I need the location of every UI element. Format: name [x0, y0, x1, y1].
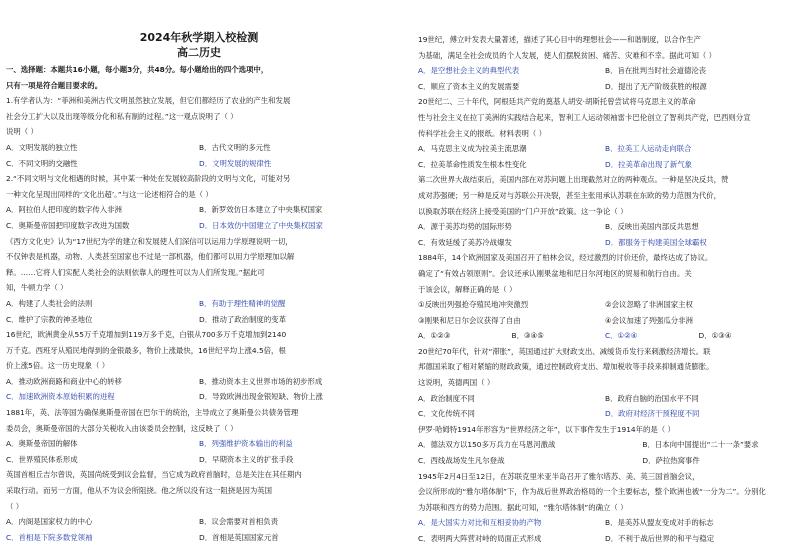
answer-option: A．①②③ [418, 331, 451, 341]
answer-option: A．内阁是国家权力的中心 [6, 517, 93, 527]
answer-option: B．古代文明的多元性 [199, 142, 271, 152]
answer-option: B．日本向中国提出“二十一条”要求 [642, 440, 759, 450]
answer-option: B．列强维护资本输出的利益 [199, 439, 293, 449]
question-text-line: 性与社会主义在拉丁美洲的实践结合起来，智利工人运动领袖雷卡巴伦创立了智利共产党，巴西则分宣 [418, 112, 751, 122]
question-text-line: 1881年，英、法等国为确保奥斯曼帝国在巴尔干的统治，主导成立了奥斯曼公共债务管理 [6, 408, 299, 418]
question-text-line: 第二次世界大战结束后，美国内部在对苏问题上出现截然对立的两种观点。一种是坚决反共，赞 [418, 175, 729, 185]
answer-option: B．政府自脑的治国水平不同 [605, 393, 699, 403]
question-text-line: 价上涨5倍。这一历史现象（ ） [6, 361, 110, 371]
answer-option: D．文明发展的规律性 [199, 158, 272, 168]
option-row [6, 312, 392, 328]
answer-option: C．维护了宗教的神圣地位 [6, 314, 93, 324]
answer-option: C．顺应了资本主义的发展需要 [418, 81, 520, 91]
question-text-line: 一种文化呈现出同样的‘文化出超’。”与这一论述相符合的是（ ） [6, 189, 213, 199]
question-text-line: 这说明，英德两国（ ） [418, 378, 495, 388]
answer-option: A．奥斯曼帝国的解体 [6, 439, 78, 449]
question-text-line: 20世纪70年代，针对“滞胀”，英国通过扩大财政支出、减缓货币发行来刺激经济增长。联 [418, 346, 711, 356]
answer-option: D．政府对经济干预程度不同 [605, 409, 700, 419]
answer-option: ③刚果和尼日尔会议获得了自由 [418, 315, 521, 325]
answer-option: A．源于美苏均势的国际形势 [418, 222, 512, 232]
answer-option: A．是空想社会主义的典型代表 [418, 66, 520, 76]
option-row [6, 374, 392, 390]
answer-option: D．①③④ [698, 331, 732, 341]
option-row [418, 235, 792, 251]
question-text-line: 19世纪，傅立叶发表大量著述，描述了其心目中的理想社会——和谐制度，以合作生产 [418, 35, 701, 44]
question-text-line: 成对苏强硬；另一种是反对与苏联公开决裂，甚至主张用承认苏联在东欧的势力范围为代价， [418, 190, 722, 200]
question-text-line: 伊罗·哈姆特1914年形容为“世界经济之年”，以下事件发生于1914年的是（ ） [418, 424, 675, 434]
option-row [6, 296, 392, 312]
question-text-line: 说明（ ） [6, 127, 38, 137]
answer-option: B．拉美工人运动走向联合 [605, 144, 692, 154]
answer-option: B．是美苏从盟友变成对手的标志 [605, 518, 714, 528]
option-row [418, 391, 792, 407]
answer-option: C．表明两大阵营对峙的局面正式形成 [418, 534, 542, 543]
answer-option: D．导致欧洲出现金银短缺、物价上涨 [199, 392, 323, 402]
question-text-line: 万千克。西班牙从殖民地得到的金银最多，物价上涨最快，16世纪平均上涨4.5倍，根 [6, 345, 286, 355]
answer-option: D．首相是英国国家元首 [199, 532, 279, 542]
question-text-line: 邦德国采取了相对紧缩的财政政策，通过控制政府支出、增加税收等手段来抑制通货膨胀。 [418, 362, 714, 372]
answer-option: C．不同文明的交融性 [6, 158, 78, 168]
option-row [418, 79, 792, 95]
answer-option: A．马克思主义成为拉美主流思潮 [418, 144, 527, 154]
answer-option: C．奥斯曼帝国把印度数字改进为国数 [6, 220, 130, 230]
section-heading: 只有一项是符合题目要求的。 [6, 80, 103, 90]
exam-subtitle: 高二历史 [177, 46, 221, 59]
answer-option: B．有助于理性精神的觉醒 [199, 298, 286, 308]
answer-option: D．推动了政治制度的变革 [199, 314, 286, 324]
question-text-line: 《西方文化史》认为“17世纪为学的建立和发展使人们深信可以运用力学原理说明一切， [6, 236, 293, 246]
question-text-line: 为基础，满足全社会成员的个人发展，使人们摆脱贫困、痛苦、灾难和不幸。据此可知（ ） [418, 50, 716, 60]
option-row [6, 436, 392, 452]
answer-option: B．③④⑤ [511, 331, 544, 341]
option-row [418, 313, 792, 329]
option-row [418, 297, 792, 313]
question-text-line: 释。……它将人们实配人类社会的法则依靠人的理性可以为人们所发现。”据此可 [6, 267, 265, 277]
left-column [6, 30, 392, 545]
question-text-line: 知，牛顿力学（ ） [6, 283, 68, 293]
answer-option: D．萨拉热窝事件 [642, 456, 700, 466]
option-row [6, 202, 392, 218]
option-row [6, 389, 392, 405]
answer-option: ②会议忽略了非洲国家主权 [605, 300, 693, 310]
question-text-line: 英国首相丘吉尔曾说，英国尚统受到议会监督，当它成为政府首脑时，总是关注在其任期内 [6, 470, 302, 480]
option-row [6, 514, 392, 530]
answer-option: B．新罗效仿日本建立了中央集权国家 [199, 205, 323, 215]
answer-option: B．反映出美国内部反共思想 [605, 222, 699, 232]
answer-option: C．西线战场发生凡尔登战 [418, 456, 505, 466]
option-row [6, 218, 392, 234]
answer-option: A．阿拉伯人把印度的数字传入非洲 [6, 205, 122, 215]
answer-option: A．构建了人类社会的法则 [6, 298, 93, 308]
option-row [418, 406, 792, 422]
question-text-line: 1884年，14个欧洲国家及美国召开了柏林会议，经过激烈的讨价还价，最终达成了协议。 [418, 253, 713, 263]
answer-option: C．拉美革命性质发生根本性变化 [418, 159, 527, 169]
option-row [418, 63, 792, 79]
answer-option: D．提出了无产阶级获胜的根源 [605, 81, 707, 91]
question-text-line: 委员会，奥斯曼帝国的大部分关税收入由该委员会控制，这反映了（ ） [6, 423, 238, 433]
answer-option: C．首相是下院多数党领袖 [6, 532, 93, 542]
option-row [418, 141, 792, 157]
question-text-line: 会议所形成的“雅尔塔体制”下，作为战后世界政治格局的一个主要标志，整个欧洲也被“一分为二”。分别化 [418, 487, 766, 497]
question-text-line: 传科学社会主义的报纸。材料表明（ ） [418, 128, 546, 138]
option-row [6, 140, 392, 156]
question-text-line: 为苏联和西方的势力范围。据此可知，“雅尔塔体制”的确立（ ） [418, 502, 628, 512]
answer-option: A．推动欧洲商路和商业中心的转移 [6, 376, 122, 386]
answer-option: C．加速欧洲资本原始积累的进程 [6, 392, 115, 402]
question-text-line: 1945年2月4日至12日，在苏联克里米亚半岛召开了雅尔塔苏、美、英三国首脑会议， [418, 471, 700, 481]
option-row [418, 328, 792, 344]
answer-option: A．德法双方以150多万兵力在马恩河激战 [418, 440, 556, 450]
answer-option: B．推动资本主义世界市场的初步形成 [199, 376, 323, 386]
answer-option: ①反映出列强抢夺殖民地冲突激烈 [418, 300, 529, 310]
answer-option: C．文化传统不同 [418, 409, 475, 419]
question-text-line: 以换取苏联在经济上接受美国的“门户开放”政策。这一争论（ ） [418, 206, 628, 216]
section-heading: 一、选择题：本题共16小题，每小题3分，共48分。每小题给出的四个选项中， [6, 65, 269, 74]
answer-option: C．①②④ [605, 331, 638, 341]
option-row [6, 452, 392, 468]
option-row [418, 219, 792, 235]
right-column [418, 32, 792, 547]
option-row [418, 437, 792, 453]
question-text-line: 20世纪二、三十年代，阿根廷共产党的奠基人胡安·胡斯托曾尝试将马克思主义的革命 [418, 97, 696, 107]
question-text-line: 社会分工扩大以及出现等级分化和私有制的过程。”这一观点说明了（ ） [6, 111, 238, 121]
answer-option: D．不利于战后世界的和平与稳定 [605, 534, 715, 543]
question-text-line: 确定了“有效占领原则”。会议还承认刚果盆地和尼日尔河地区的贸易和航行自由。关 [418, 268, 692, 278]
option-row [418, 157, 792, 173]
option-row [6, 530, 392, 546]
answer-option: A．政治制度不同 [418, 393, 475, 403]
answer-option: D．早期资本主义的扩张手段 [199, 454, 294, 464]
answer-option: A．文明发展的独立性 [6, 142, 78, 152]
answer-option: D．都服务于构建美国全球霸权 [605, 237, 707, 247]
question-text-line: 于该会议，解释正确的是（ ） [418, 284, 517, 294]
question-text-line: 采取行动。而另一方面，他从不为议会所阻挠。他之所以没有这一阻挠是因为英国 [6, 486, 273, 496]
option-row [418, 453, 792, 469]
answer-option: ④会议加速了列强瓜分非洲 [605, 315, 693, 325]
option-row [418, 531, 792, 547]
answer-option: A．是大国实力对比和互相妥协的产物 [418, 518, 542, 528]
answer-option: D．拉美革命出现了新气象 [605, 159, 692, 169]
option-row [418, 515, 792, 531]
answer-option: C．有效延缓了美苏冷战爆发 [418, 237, 512, 247]
question-text-line: 16世纪，欧洲黄金从55万千克增加到119万多千克，白银从700多万千克增加到2140 [6, 330, 287, 340]
option-row [6, 156, 392, 172]
answer-option: C．世界殖民体系形成 [6, 454, 78, 464]
answer-option: D．日本效仿中国建立了中央集权国家 [199, 220, 323, 230]
question-text-line: 不仅钟表是机器，动物、人类甚至国家也不过是一部机器，他们都可以用力学原理加以解 [6, 252, 295, 262]
exam-title: 2024年秋学期入校检测 [139, 31, 259, 44]
question-text-line: 1.有学者认为：“菲洲和美洲古代文明虽然独立发展，但它们都经历了农业的产生和发展 [6, 96, 291, 106]
answer-option: B．议会需要对首相负责 [199, 517, 278, 527]
answer-option: B．旨在批判当时社会道德沦丧 [605, 66, 707, 76]
question-text-line: （ ） [6, 501, 24, 511]
question-text-line: 2.“不同文明与文化相遇的时候，其中某一种处在发展较高阶段的文明与文化，可能对另 [6, 174, 291, 184]
